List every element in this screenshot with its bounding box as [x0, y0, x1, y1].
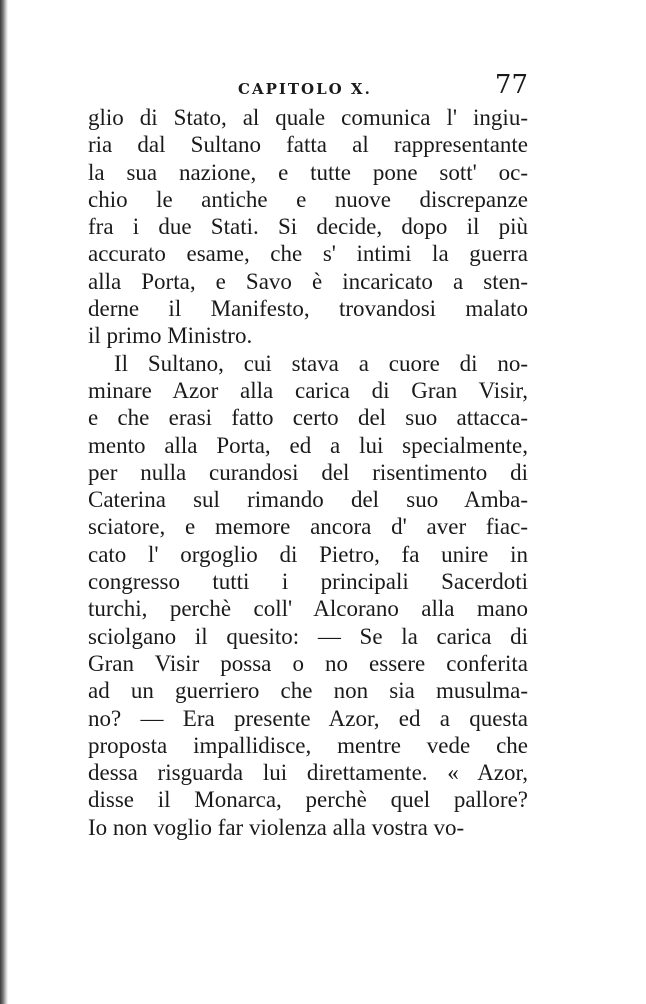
book-page	[88, 70, 528, 841]
text-line: alla Porta, e Savo è incaricato a sten-	[88, 268, 528, 294]
text-line: la sua nazione, e tutte pone sott' oc-	[88, 159, 528, 185]
text-line: ad un guerriero che non sia musulma-	[88, 678, 528, 704]
text-line: proposta impallidisce, mentre vede che	[88, 732, 528, 758]
text-line: turchi, perchè coll' Alcorano alla mano	[88, 596, 528, 622]
text-line: mento alla Porta, ed a lui specialmente,	[88, 432, 528, 458]
text-line: congresso tutti i principali Sacerdoti	[88, 569, 528, 595]
chapter-heading: CAPITOLO X.	[238, 80, 372, 98]
page-binding-edge	[0, 0, 8, 1004]
text-line: Io non voglio far violenza alla vostra vo-	[88, 814, 465, 840]
text-line: per nulla curandosi del risentimento di	[88, 459, 528, 485]
text-line: cato l' orgoglio di Pietro, fa unire in	[88, 541, 528, 567]
text-line: glio di Stato, al quale comunica l' ingiu-	[88, 105, 528, 130]
running-head	[88, 70, 528, 104]
page-number: 77	[494, 70, 528, 100]
text-line: Caterina sul rimando del suo Amba-	[88, 487, 528, 513]
text-line: derne il Manifesto, trovandosi malato	[88, 296, 528, 322]
paragraph-first-line: Il Sultano, cui stava a cuore di no-	[114, 350, 528, 376]
text-line: accurato esame, che s' intimi la guerra	[88, 241, 528, 267]
text-line: dessa risguarda lui direttamente. « Azor,	[88, 760, 528, 786]
text-line: sciolgano il quesito: — Se la carica di	[88, 623, 528, 649]
text-line: ria dal Sultano fatta al rappresentante	[88, 132, 528, 158]
text-line: disse il Monarca, perchè quel pallore?	[88, 787, 528, 813]
paragraph-end-line: il primo Ministro.	[88, 323, 253, 349]
text-line: sciatore, e memore ancora d' aver fiac-	[88, 514, 528, 540]
text-line: e che erasi fatto certo del suo attacca-	[88, 405, 528, 431]
text-line: chio le antiche e nuove discrepanze	[88, 186, 528, 212]
text-line: minare Azor alla carica di Gran Visir,	[88, 377, 528, 403]
text-line: Gran Visir possa o no essere conferita	[88, 650, 528, 676]
text-line: no? — Era presente Azor, ed a questa	[88, 705, 528, 731]
text-line: fra i due Stati. Si decide, dopo il più	[88, 214, 528, 240]
body-text	[88, 104, 528, 841]
